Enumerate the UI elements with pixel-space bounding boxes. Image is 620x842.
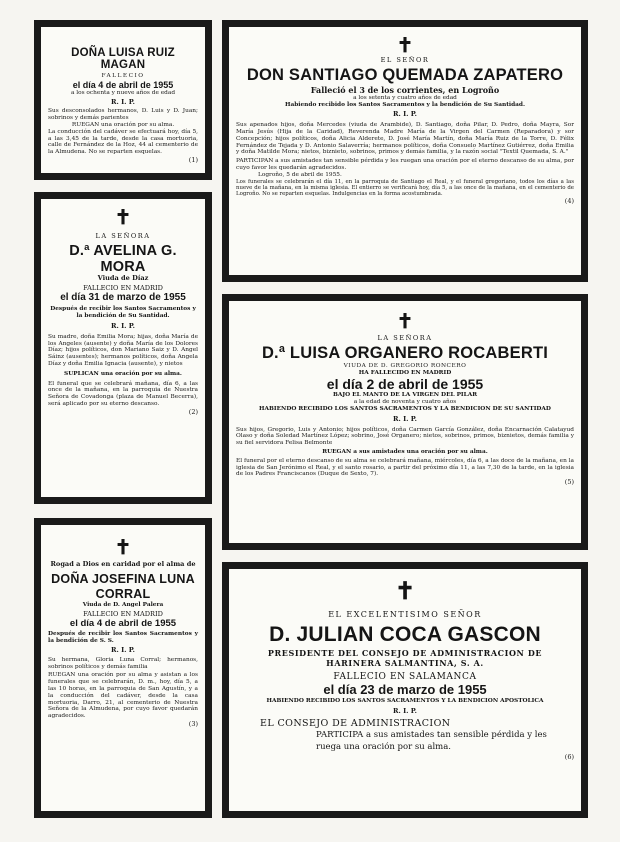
family-text: Sus desconsolados hermanos, D. Luis y D. Juan; sobrinos y demás parientes [48,108,198,122]
honorific: EL SEÑOR [380,56,430,64]
family-text: Su madre, doña Emilia Mora; hijas, doña María de los Angeles (ausente) y doña María de los Dolores Díaz; hijos políticos, don Mariano Saiz y D. Angel Sáinz (ausentes); hermanos políticos, doña Angela Díaz y doña Emilia Ignacia (ausente), y nietos [48,333,198,367]
family-text: Sus hijos, Gregorio, Luis y Antonio; hijos políticos, doña Carmen García González, doña Encarnación Calatayud Olaso y doña Soledad Martínez López; sobrino, José Organero; nietos, sobrinos, primos, biznietos, demás familia y su fiel servidora Felisa Belmonte [236,426,574,447]
died-line: FALLECIO EN MADRID [83,283,163,292]
deceased-name: D.ª AVELINA G. MORA [69,242,177,275]
death-date: el día 4 de abril de 1955 [69,618,177,630]
rip-line: R. I. P. [111,97,135,106]
request-text: SUPLICAN una oración por su alma. [64,370,182,377]
mantle-line: BAJO EL MANTO DE LA VIRGEN DEL PILAR [332,392,478,399]
widow-line: Viuda de D. Angel Palera [82,601,164,608]
died-line: FALLECIO EN SALAMANCA [333,671,477,682]
sacraments-line: Habiendo recibido los Santos Sacramentos y la bendición de Su Santidad. [285,101,525,108]
death-date: el día 23 de marzo de 1955 [323,681,487,697]
deceased-name: DOÑA JOSEFINA LUNA CORRAL [51,571,195,601]
sacraments-line: Después de recibir los Santos Sacramentos y la bendición de S. S. [48,631,198,645]
died-line: Falleció el 3 de los corrientes, en Logroño [310,84,500,95]
widow-line: Viuda de Díaz [97,273,149,282]
obituary-josefina-luna [34,518,212,818]
council-line: EL CONSEJO DE ADMINISTRACION [260,718,451,730]
honorific: LA SEÑORA [377,334,433,342]
title-line: PRESIDENTE DEL CONSEJO DE ADMINISTRACION DE HARINERA SALMANTINA, S. A. [267,647,543,668]
death-date: el día 2 de abril de 1955 [326,376,484,393]
age-line: a los setenta y cuatro años de edad [353,94,457,101]
intro-line: Rogad a Dios en caridad por el alma de [50,560,196,568]
sacraments-line: Después de recibir los Santos Sacramentos y la bendición de Su Santidad. [50,306,196,320]
family-text: Su hermana, Gloria Luna Corral; hermanos, sobrinos políticos y demás familia [48,656,198,670]
cross-icon: ✝ [114,205,132,229]
age-line: a los ochenta y nueve años de edad [70,89,176,96]
honorific: EL EXCELENTISIMO SEÑOR [328,610,482,619]
death-date: el día 4 de abril de 1955 [72,79,174,90]
age-line: a la edad de noventa y cuatro años [353,399,457,406]
sacraments-line: HABIENDO RECIBIDO LOS SANTOS SACRAMENTOS Y LA BENDICION APOSTOLICA [266,697,544,704]
ad-number: (6) [564,753,574,762]
died-line: FALLECIO EN MADRID [83,609,163,618]
request-text: RUEGAN una oración por su alma y asistan a los funerales que se celebrarán, D. m., hoy, día 5, a las 10 horas, en la parroquia de San Agustín, y a la conducción del cadáver, desde la casa mortuoria, Darro, 21, al cementerio de Nuestra Señora de la Almudena, por cuyo favor quedarán agradecidos. [48,672,198,720]
rip-line: R. I. P. [393,706,417,715]
deceased-name: D. JULIAN COCA GASCON [269,622,541,646]
cross-icon: ✝ [396,309,414,333]
rip-line: R. I. P. [111,321,135,330]
deceased-name: D.ª LUISA ORGANERO ROCABERTI [261,343,549,362]
ad-number: (4) [564,197,574,206]
participa-text: PARTICIPA a sus amistades tan sensible pérdida y les ruega una oración por su alma. [316,730,547,753]
request-text: RUEGAN una oración por su alma. [71,121,175,128]
request-text: RUEGAN a sus amistades una oración por su alma. [322,448,488,455]
obituary-ruiz-magan [34,20,212,180]
ad-number: (3) [188,719,198,728]
participan-text: PARTICIPAN a sus amistades tan sensible pérdida y les ruegan una oración por el eterno descanso de su alma, por cuyo favor les quedarán agradecidos. [236,158,575,171]
cross-icon: ✝ [394,576,416,605]
rip-line: R. I. P. [393,110,417,119]
died-line: HA FALLECIDO EN MADRID [358,369,452,376]
rip-line: R. I. P. [111,645,135,654]
cross-icon: ✝ [396,33,414,57]
deceased-name: DOÑA LUISA RUIZ MAGAN [71,47,175,71]
funeral-text: El funeral que se celebrará mañana, día 6, a las once de la mañana, en la parroquia de Nuestra Señora de Covadonga (plaza de Manuel Becerra), será aplicado por su eterno descanso. [48,380,198,407]
family-text: Sus apenados hijos, doña Mercedes (viuda de Arambide), D. Santiago, doña Pilar, D. Pedro, doña Mayra, Sor María Jesús (Hija de la Caridad), Reverenda Madre María de la Virgen del Carmen (Reparadora) y sor Concepción; hijos políticos, doña Alicia Alderete, D. José María Martín, doña María Ruiz de la Torre, D. Félix Fernández de Tejada y D. Antonio Salaverría; hermanos políticos, doña Consuelo Martínez Gutiérrez, doña Emilia y doña Matilde Mora; nietos, biznieto, sobrinos, primos y demás familia, y la razón social "Textil Quemada, S. A." [236,122,574,156]
obituary-luisa-organero [222,294,588,550]
cross-icon: ✝ [114,535,132,559]
ad-number: (5) [564,478,574,487]
place-date: Logroño, 5 de abril de 1955. [258,171,342,178]
rip-line: R. I. P. [393,414,417,423]
ad-number: (2) [188,407,198,416]
funeral-text: La conducción del cadáver se efectuará hoy, día 5, a las 3,45 de la tarde, desde la casa mortuoria, calle de Fernández de la Hoz, 44 al cementerio de la Almudena. No se reparten esquelas. [48,128,198,156]
honorific: LA SEÑORA [95,232,151,240]
ad-number: (1) [188,155,198,164]
status-line: FALLECIO [101,73,145,79]
sacraments-line: HABIENDO RECIBIDO LOS SANTOS SACRAMENTOS Y LA BENDICION DE SU SANTIDAD [259,405,551,412]
death-date: el día 31 de marzo de 1955 [60,292,186,304]
obituary-avelina-mora [34,192,212,504]
obituary-julian-coca [222,562,588,818]
funeral-text: El funeral por el eterno descanso de su alma se celebrará mañana, miércoles, día 6, a las doce de la mañana, en la iglesia de San Jerónimo el Real, y el santo rosario, a partir del próximo día 11, a las 7,30 de la tarde, en la iglesia de los Padres Franciscanos (Duque de Sexto, 7). [236,457,574,478]
funeral-text: Los funerales se celebrarán el día 11, en la parroquia de Santiago el Real, y el funeral gregoriano, todos los días a las nueve de la mañana, en la misma iglesia. El entierro se verificará hoy, día 5, a las once de la mañana, en el cementerio de Logroño. No se reparten esquelas. Indulgencias en la forma acostumbrada. [236,178,574,197]
deceased-name: DON SANTIAGO QUEMADA ZAPATERO [246,65,564,84]
obituary-santiago-quemada [222,20,588,282]
widow-line: VIUDA DE D. GREGORIO RONCERO [343,362,467,369]
